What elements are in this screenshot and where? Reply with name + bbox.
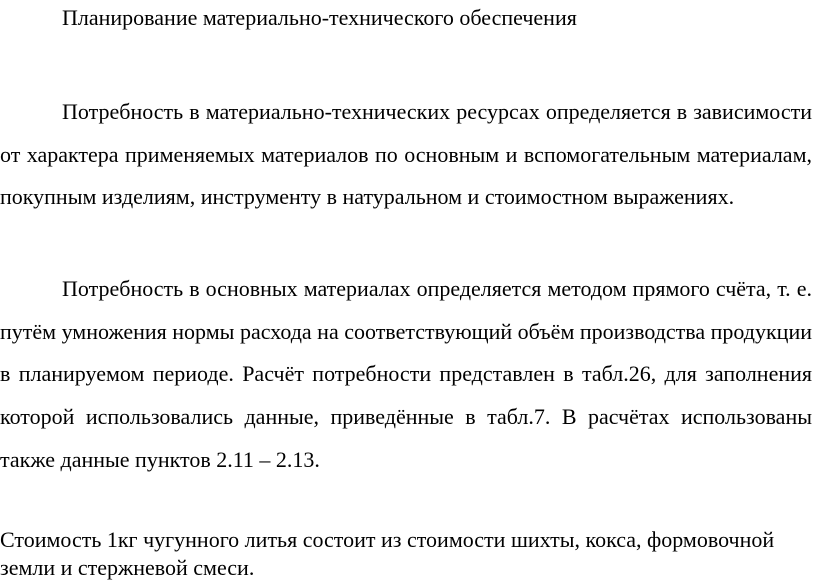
paragraph-main-materials: Потребность в основных материалах определяется методом прямого счёта, т. е. путём умножения нормы расхода на соответствующий объём производства продукции в планируемом периоде. Расчёт потребности представлен в табл.26, для заполнения которой использовались данные, приведённые в табл.7. В расчётах использованы также данные пунктов 2.11 – 2.13. [0, 276, 812, 472]
document-heading: Планирование материально-технического обеспечения [62, 5, 577, 30]
paragraph-material-needs: Потребность в материально-технических ресурсах определяется в зависимости от характера применяемых материалов по основным и вспомогательным материалам, покупным изделиям, инструменту в натуральном и стоимостном выражениях. [0, 99, 812, 210]
paragraph-cast-iron-cost: Стоимость 1кг чугунного литья состоит из стоимости шихты, кокса, формовочной земли и стержневой смеси. [0, 527, 775, 580]
